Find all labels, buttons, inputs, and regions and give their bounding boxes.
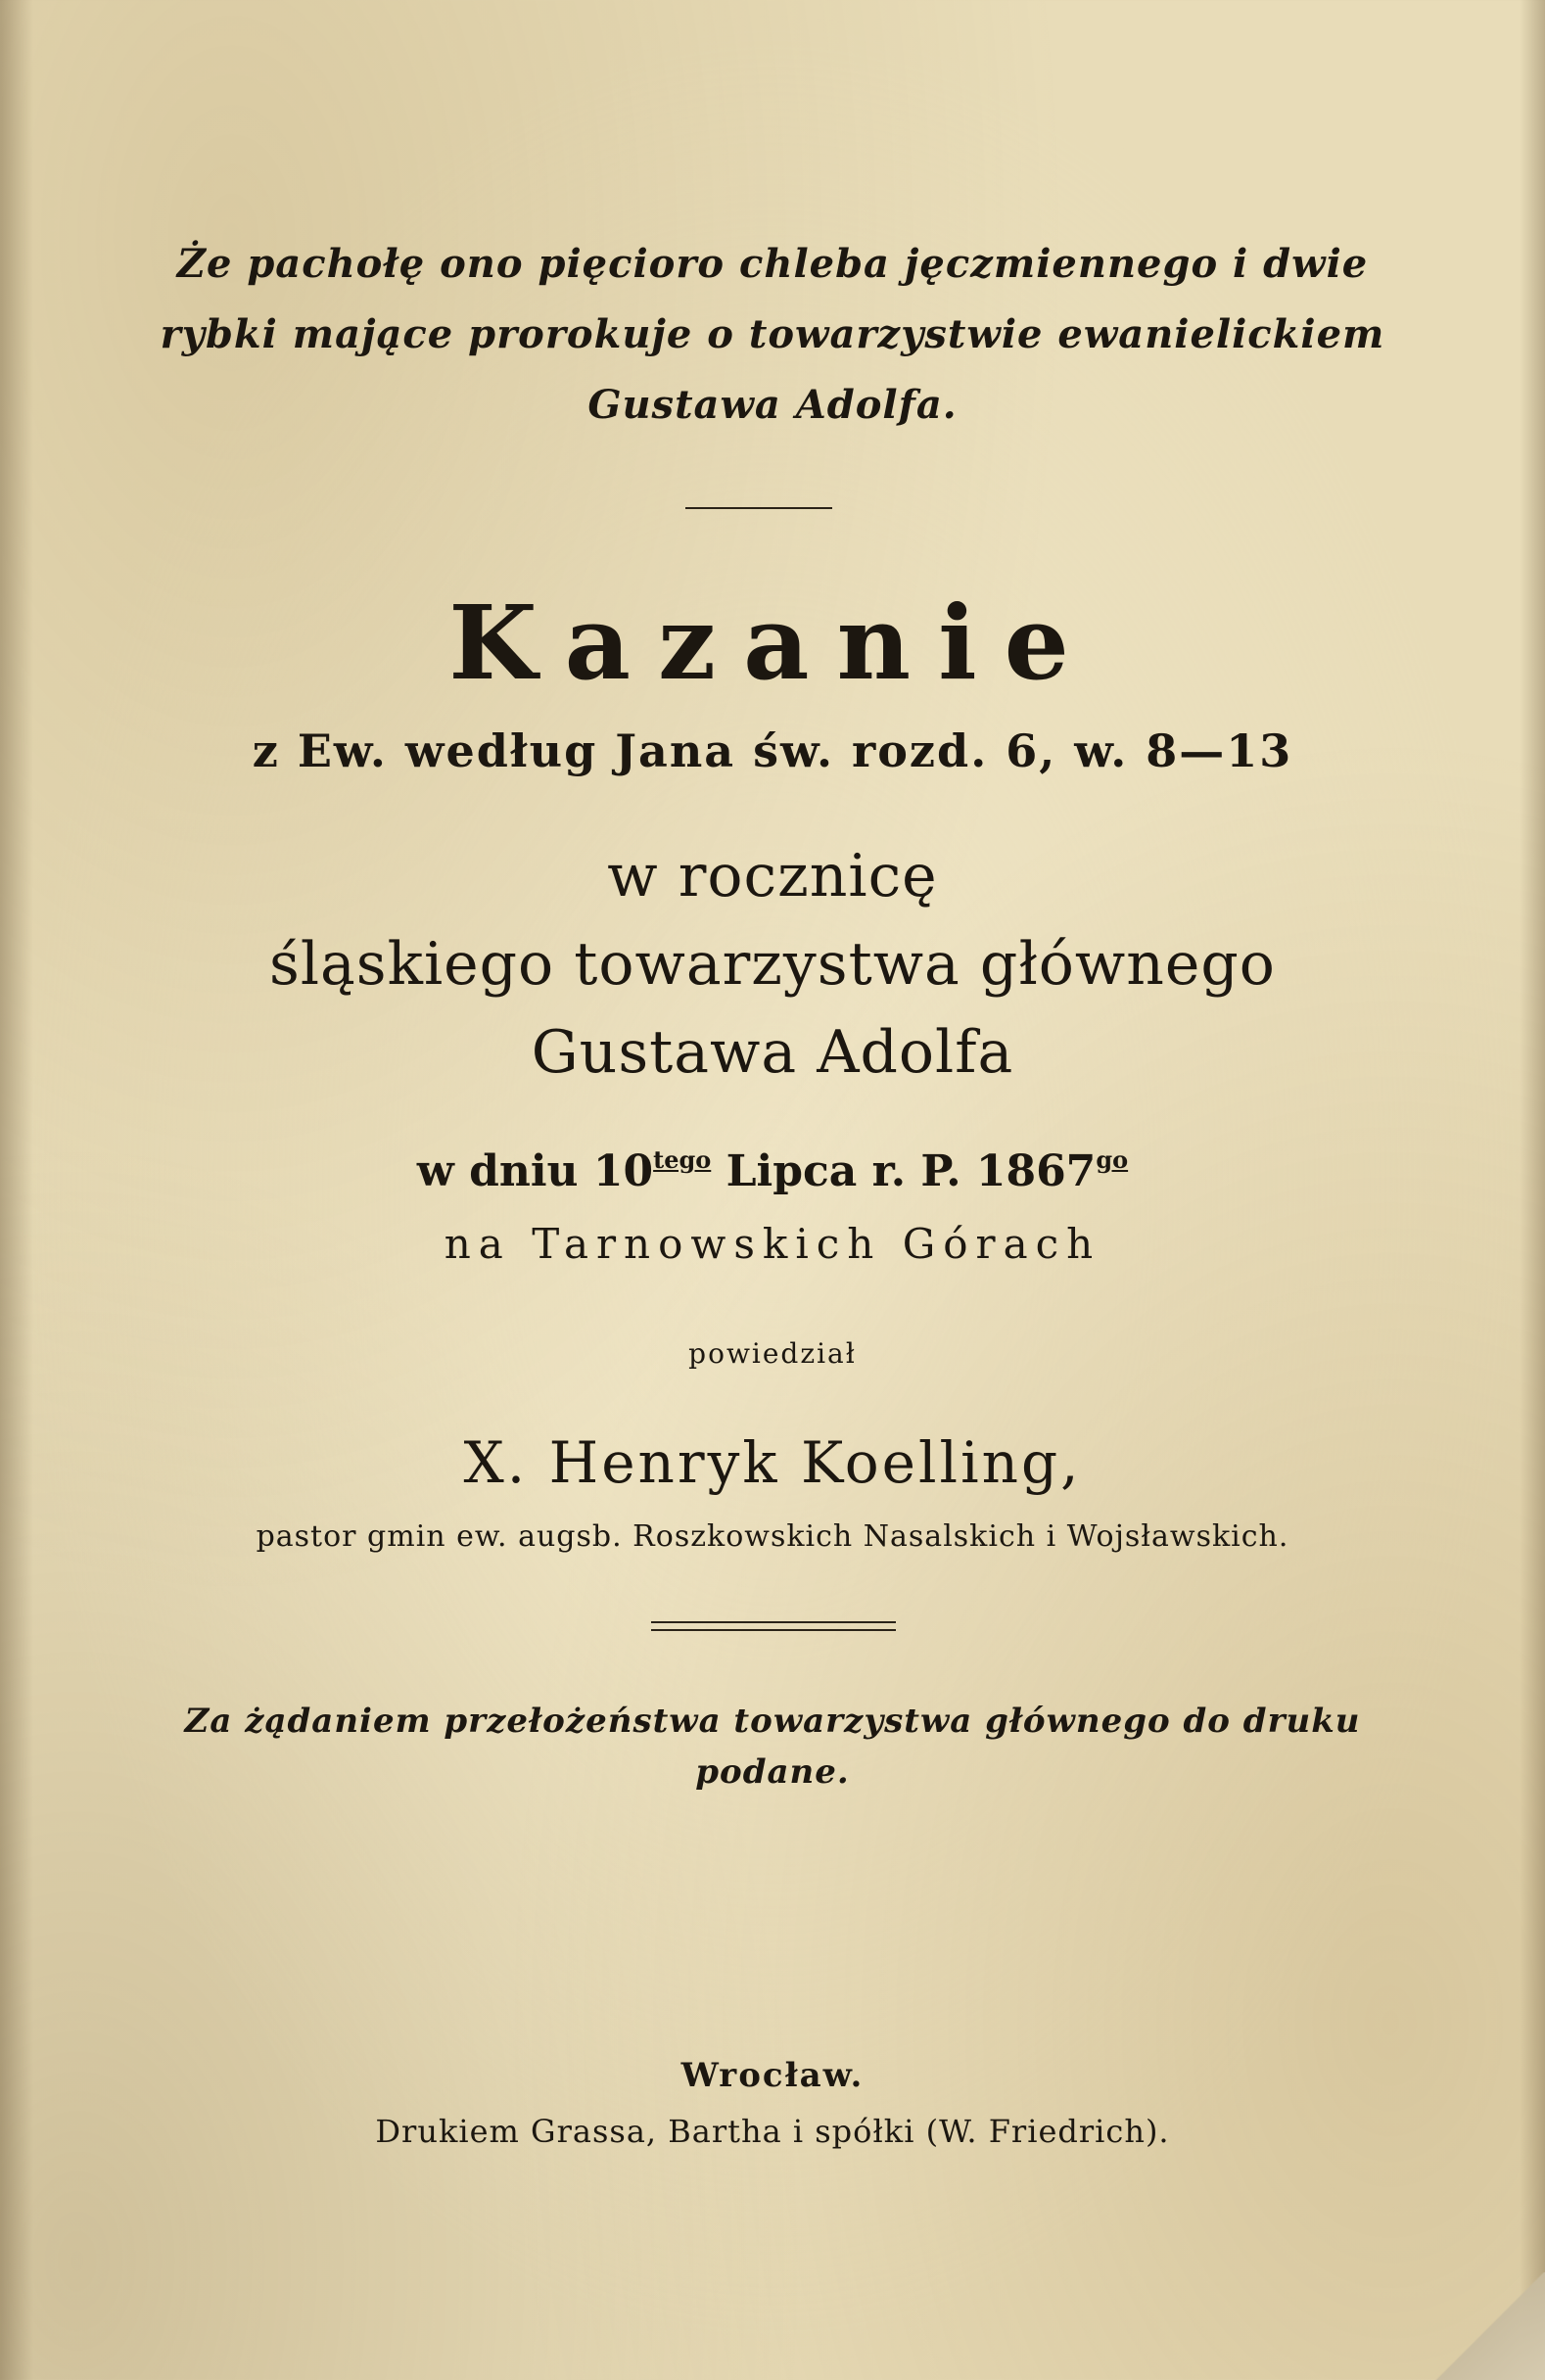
said-by-label: powiedział (688, 1337, 857, 1370)
author-name: X. Henryk Koelling, (463, 1429, 1082, 1496)
main-title: Kazanie (448, 583, 1097, 703)
date-middle: Lipca r. P. 1867 (711, 1146, 1097, 1196)
occasion-line-1: w rocznicę (607, 842, 938, 910)
section-rule (685, 507, 832, 509)
sermon-place: na Tarnowskich Górach (444, 1220, 1101, 1268)
epigraph-line-2: rybki mające prorokuje o towarzystwie ewanielickiem (160, 311, 1385, 357)
date-year-suffix: go (1096, 1145, 1129, 1174)
publication-note-line-1: Za żądaniem przełożeństwa towarzystwa głównego do druku (184, 1702, 1361, 1741)
publication-note-line-2: podane. (695, 1752, 850, 1792)
date-prefix: w dniu 10 (416, 1146, 654, 1196)
double-rule (651, 1621, 896, 1631)
imprint-city: Wrocław. (680, 2056, 865, 2095)
epigraph-line-3: Gustawa Adolfa. (587, 382, 958, 428)
date-day-suffix: tego (653, 1145, 712, 1174)
occasion-line-3: Gustawa Adolfa (531, 1018, 1014, 1087)
imprint-printer: Drukiem Grassa, Bartha i spółki (W. Friedrich). (375, 2113, 1170, 2150)
occasion-line-2: śląskiego towarzystwa głównego (269, 930, 1276, 999)
page-corner-fold (1408, 2272, 1545, 2380)
author-position: pastor gmin ew. augsb. Roszkowskich Nasalskich i Wojsławskich. (256, 1519, 1289, 1554)
epigraph-line-1: Że pachołę ono pięcioro chleba jęczmiennego i dwie (176, 241, 1369, 287)
scripture-reference: z Ew. według Jana św. rozd. 6, w. 8—13 (252, 724, 1293, 777)
sermon-date (0, 1145, 1545, 1196)
